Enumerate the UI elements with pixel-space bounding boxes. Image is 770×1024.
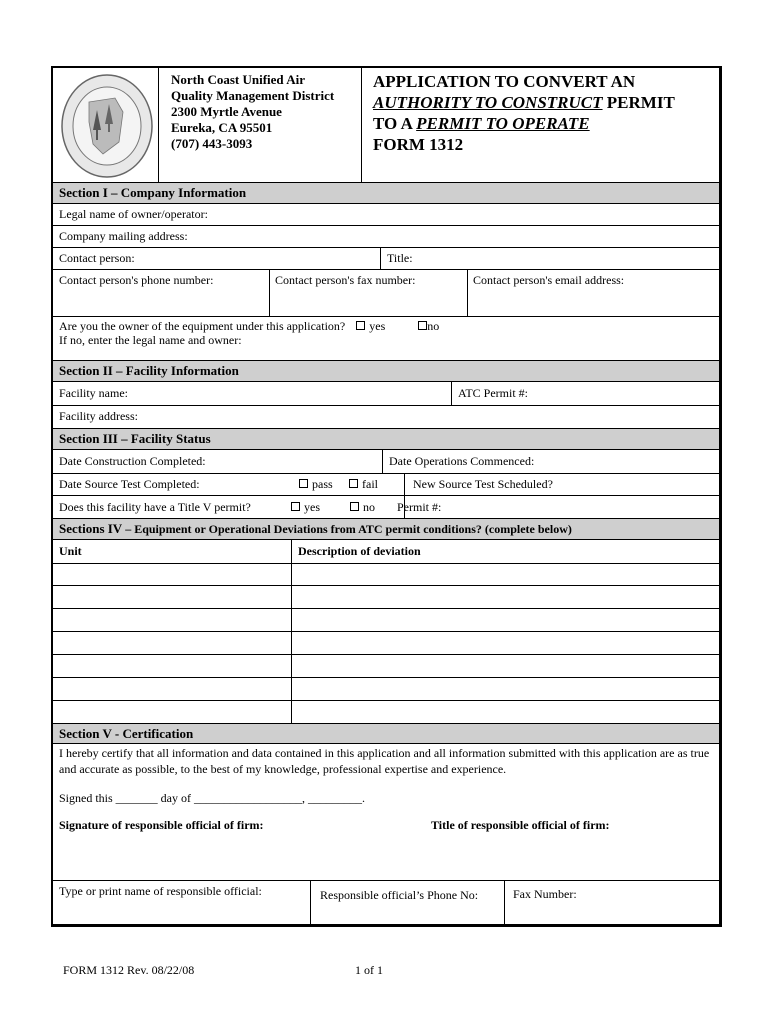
deviation-description-cells[interactable]	[292, 563, 719, 723]
official-fax-field[interactable]: Fax Number:	[513, 887, 577, 901]
owner-no-label: no	[427, 319, 440, 333]
form-revision: FORM 1312 Rev. 08/22/08	[63, 963, 195, 977]
print-name-field[interactable]: Type or print name of responsible official:	[59, 884, 262, 898]
email-field[interactable]: Contact person's email address:	[473, 273, 625, 287]
agency-address	[171, 72, 334, 152]
owner-no-option[interactable]	[418, 319, 439, 333]
deviation-unit-cells[interactable]	[53, 563, 291, 723]
title-v-yes-option[interactable]	[291, 500, 320, 515]
atc-permit-field[interactable]: ATC Permit #:	[458, 386, 529, 400]
signed-date-line[interactable]: Signed this _______ day of __________________, _________.	[59, 791, 365, 805]
checkbox[interactable]	[356, 321, 365, 330]
agency-line: North Coast Unified Air	[171, 72, 305, 87]
checkbox[interactable]	[418, 321, 427, 330]
form-title	[373, 71, 675, 155]
owner-followup[interactable]: If no, enter the legal name and owner:	[59, 333, 242, 347]
agency-line: (707) 443-3093	[171, 136, 253, 151]
section-1-heading: Section I – Company Information	[53, 182, 719, 204]
official-phone-field[interactable]: Responsible official’s Phone No:	[320, 888, 479, 902]
contact-title-field[interactable]: Title:	[387, 251, 413, 265]
title-v-question: Does this facility have a Title V permit?	[59, 500, 251, 514]
permit-number-field[interactable]: Permit #:	[397, 500, 442, 514]
owner-yes-label: yes	[369, 319, 386, 333]
checkbox[interactable]	[350, 502, 359, 511]
section-4-heading	[53, 518, 719, 540]
new-source-test-field[interactable]: New Source Test Scheduled?	[413, 477, 553, 491]
seal-icon	[59, 72, 155, 180]
section-3-heading: Section III – Facility Status	[53, 428, 719, 450]
title-to-a: TO A	[373, 114, 417, 133]
title-atc: AUTHORITY TO CONSTRUCT	[373, 93, 603, 112]
fax-field[interactable]: Contact person's fax number:	[275, 273, 416, 287]
pass-label: pass	[312, 477, 333, 491]
title-line-1: APPLICATION TO CONVERT AN	[373, 72, 636, 91]
title-line-3	[373, 113, 675, 134]
application-form	[51, 66, 722, 927]
certification-statement: I hereby certify that all information and data contained in this application and all information submitted with this application are as true and accurate as possible, to the best of my knowledge, professional expertise and experience.	[59, 746, 710, 776]
legal-name-field[interactable]: Legal name of owner/operator:	[59, 207, 208, 221]
facility-address-field[interactable]: Facility address:	[59, 409, 138, 423]
source-test-completed-field[interactable]: Date Source Test Completed:	[59, 477, 200, 491]
official-title-label: Title of responsible official of firm:	[431, 818, 610, 832]
title-permit: PERMIT	[602, 93, 675, 112]
title-line-2	[373, 92, 675, 113]
signature-area[interactable]	[53, 834, 719, 880]
title-v-no-option[interactable]	[350, 500, 375, 515]
signature-label: Signature of responsible official of firm:	[59, 818, 264, 832]
owner-question-text: Are you the owner of the equipment under this application?	[59, 319, 346, 333]
owner-question	[59, 319, 439, 334]
page-number: 1 of 1	[355, 963, 383, 977]
contact-person-field[interactable]: Contact person:	[59, 251, 135, 265]
agency-line: 2300 Myrtle Avenue	[171, 104, 282, 119]
title-pto: PERMIT TO OPERATE	[416, 114, 590, 133]
district-seal	[59, 72, 155, 180]
operations-commenced-field[interactable]: Date Operations Commenced:	[389, 454, 535, 468]
pass-option[interactable]	[299, 477, 333, 492]
fail-label: fail	[362, 477, 378, 491]
owner-yes-option[interactable]	[356, 319, 385, 333]
title-v-yes-label: yes	[304, 500, 320, 514]
construction-completed-field[interactable]: Date Construction Completed:	[59, 454, 206, 468]
fail-option[interactable]	[349, 477, 378, 492]
unit-column-header: Unit	[59, 544, 82, 558]
checkbox[interactable]	[299, 479, 308, 488]
title-v-no-label: no	[363, 500, 375, 514]
description-column-header: Description of deviation	[298, 544, 421, 558]
section-2-heading: Section II – Facility Information	[53, 360, 719, 382]
agency-line: Eureka, CA 95501	[171, 120, 273, 135]
section-5-heading: Section V - Certification	[53, 723, 719, 744]
facility-name-field[interactable]: Facility name:	[59, 386, 128, 400]
checkbox[interactable]	[349, 479, 358, 488]
title-line-4: FORM 1312	[373, 135, 464, 154]
mailing-address-field[interactable]: Company mailing address:	[59, 229, 188, 243]
section-4-heading-note: – Equipment or Operational Deviations from ATC permit conditions? (complete below)	[122, 522, 572, 536]
phone-field[interactable]: Contact person's phone number:	[59, 273, 214, 287]
section-4-heading-title: Sections IV	[59, 521, 123, 536]
checkbox[interactable]	[291, 502, 300, 511]
agency-line: Quality Management District	[171, 88, 335, 103]
